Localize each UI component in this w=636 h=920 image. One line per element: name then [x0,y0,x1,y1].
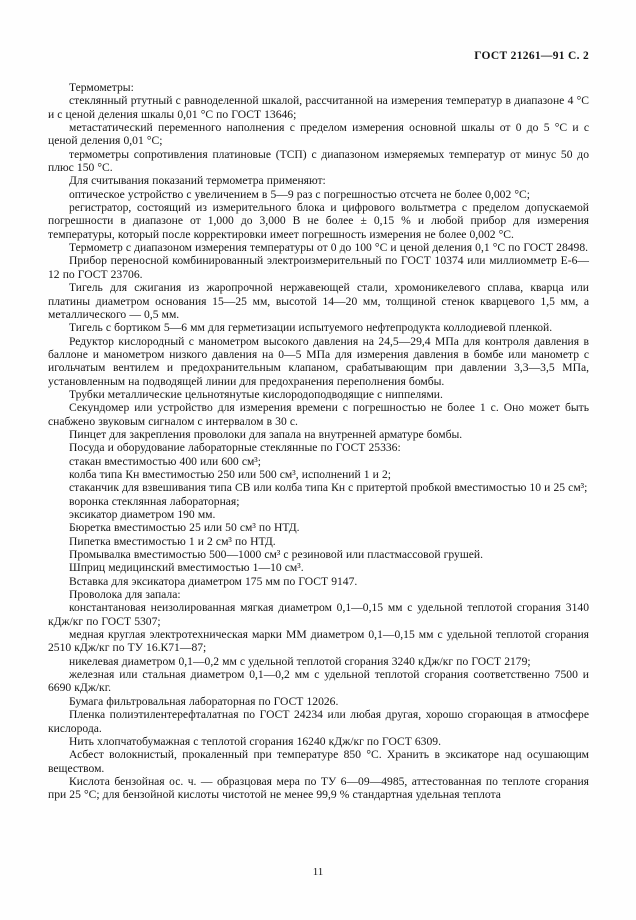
paragraph: константановая неизолированная мягкая диаметром 0,1—0,15 мм с удельной теплотой сгорания 3140 кДж/кг по ГОСТ 5307; [48,601,589,628]
paragraph: термометры сопротивления платиновые (ТСП) с диапазоном измеряемых температур от минус 50 до плюс 150 °С. [48,147,589,175]
paragraph: Прибор переносной комбинированный электроизмерительный по ГОСТ 10374 или миллиомметр Е-6—12 по ГОСТ 23706. [48,254,589,281]
paragraph: Пипетка вместимостью 1 и 2 см³ по НТД. [69,534,276,548]
paragraph: оптическое устройство с увеличением в 5—9 раз с погрешностью отсчета не более 0,002 °С; [69,187,530,201]
page-number: 11 [312,866,324,878]
document-body [48,81,589,802]
paragraph: Нить хлопчатобумажная с теплотой сгорания 16240 кДж/кг по ГОСТ 6309. [69,734,441,748]
paragraph: Термометр с диапазоном измерения температуры от 0 до 100 °С и ценой деления 0,1 °С по ГОСТ 28498. [69,241,589,255]
paragraph: Редуктор кислородный с манометром высокого давления на 24,5—29,4 МПа для контроля давления в баллоне и манометром низкого давления на 0—5 МПа для измерения давления в бомбе или манометр с игольчатым вентилем и предохранительным клапаном, срабатывающим при давлении 3,3—3,5 МПа, установленным на подводящей линии для предохранения переполнения бомбы. [48,334,589,388]
paragraph: Термометры: [69,81,134,94]
paragraph: регистратор, состоящий из измерительного блока и цифрового вольтметра с пределом допускаемой погрешности в диапазоне от 1,000 до 3,000 В не более ± 0,15 % и любой прибор для измерения температуры, который после корректировки имеет погрешность измерения не более 0,002 °С. [48,201,589,241]
paragraph: воронка стеклянная лабораторная; [69,494,240,508]
paragraph: Для считывания показаний термометра применяют: [69,174,326,188]
paragraph: эксикатор диаметром 190 мм. [69,508,216,521]
paragraph: Промывалка вместимостью 500—1000 см³ с резиновой или пластмассовой грушей. [69,548,484,562]
paragraph: стеклянный ртутный с равноделенной шкалой, рассчитанной на измерения температур в диапазоне 4 °С и с ценой деления шкалы 0,01 °С по ГОСТ 13646; [48,94,589,121]
paragraph: метастатический переменного наполнения с пределом измерения основной шкалы от 0 до 5 °С и с ценой деления 0,01 °С; [48,121,589,148]
paragraph: стаканчик для взвешивания типа СВ или колба типа Кн с притертой пробкой вместимостью 10 и 25 см³; [69,481,588,495]
paragraph: Кислота бензойная ос. ч. — образцовая мера по ТУ 6—09—4985, аттестованная по теплоте сгорания при 25 °С; для бензойной кислоты чистотой не менее 99,9 % стандартная удельная теплота [48,774,589,802]
document-header: ГОСТ 21261—91 С. 2 [474,50,589,62]
paragraph: Пленка полиэтилентерефталатная по ГОСТ 24234 или любая другая, хорошо сгорающая в атмосфере кислорода. [48,708,589,735]
paragraph: Бумага фильтровальная лабораторная по ГОСТ 12026. [69,694,339,708]
paragraph: Посуда и оборудование лабораторные стеклянные по ГОСТ 25336: [69,441,401,455]
paragraph: колба типа Кн вместимостью 250 или 500 см³, исполнений 1 и 2; [69,467,392,481]
paragraph: Бюретка вместимостью 25 или 50 см³ по НТД. [69,521,300,535]
paragraph: Тигель для сжигания из жаропрочной нержавеющей стали, хромоникелевого сплава, кварца или платины диаметром основания 15—25 мм, высотой 14—20 мм, толщиной стенок кварцевого 1,5 мм, а металлического — 0,5 мм. [48,281,589,321]
paragraph: железная или стальная диаметром 0,1—0,2 мм с удельной теплотой сгорания соответственно 7500 и 6690 кДж/кг. [48,668,589,695]
paragraph: Проволока для запала: [69,588,181,602]
paragraph: никелевая диаметром 0,1—0,2 мм с удельной теплотой сгорания 3240 кДж/кг по ГОСТ 2179; [69,654,531,668]
paragraph: медная круглая электротехническая марки ММ диаметром 0,1—0,15 мм с удельной теплотой сгорания 2510 кДж/кг по ТУ 16.К71—87; [48,628,589,655]
paragraph: Тигель с бортиком 5—6 мм для герметизации испытуемого нефтепродукта коллодиевой пленкой. [69,321,553,335]
paragraph: Секундомер или устройство для измерения времени с погрешностью не более 1 с. Оно может быть снабжено звуковым сигналом с интервалом в 30 с. [48,401,589,428]
paragraph: Трубки металлические цельнотянутые кислородоподводящие с ниппелями. [69,387,443,401]
paragraph: Шприц медицинский вместимостью 1—10 см³. [69,561,304,575]
paragraph: Вставка для эксикатора диаметром 175 мм по ГОСТ 9147. [69,574,358,588]
paragraph: Асбест волокнистый, прокаленный при температуре 850 °С. Хранить в эксикаторе над осушающим веществом. [48,748,589,775]
paragraph: стакан вместимостью 400 или 600 см³; [69,454,262,468]
paragraph: Пинцет для закрепления проволоки для запала на внутренней арматуре бомбы. [69,427,463,441]
